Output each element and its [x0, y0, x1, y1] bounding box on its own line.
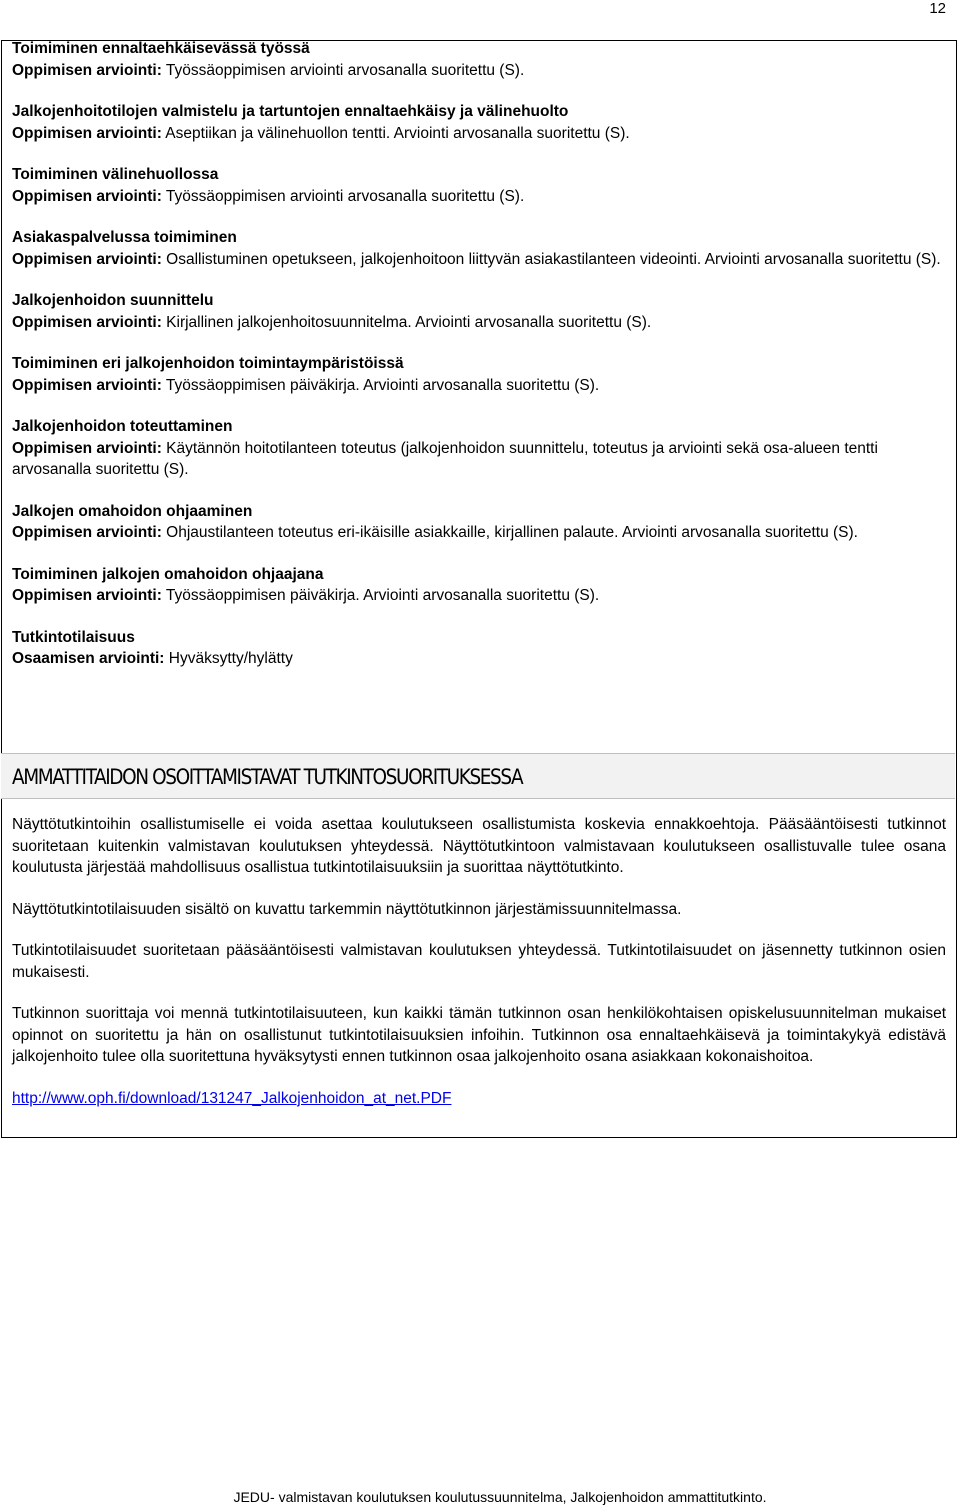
block-assessment — [12, 123, 946, 145]
block-title: Jalkojen omahoidon ohjaaminen — [12, 502, 253, 520]
block-assessment — [12, 585, 946, 607]
block-assessment — [12, 186, 946, 208]
block-assessment — [12, 60, 946, 82]
block-assessment — [12, 312, 946, 334]
assessment-text: Työssäoppimisen arviointi arvosanalla suoritettu (S). — [161, 187, 525, 205]
section-header — [1, 753, 955, 799]
assessment-text: Käytännön hoitotilanteen toteutus (jalkojenhoidon suunnittelu, toteutus ja arviointi sekä osa-alueen tentti arvosanalla suoritettu (S). — [12, 439, 878, 478]
assessment-label: Oppimisen arviointi: — [12, 313, 162, 331]
assessment-block — [12, 164, 946, 207]
assessment-label: Oppimisen arviointi: — [12, 376, 162, 394]
section-body — [12, 814, 946, 1129]
section-paragraph: Tutkinnon suorittaja voi mennä tutkintotilaisuuteen, kun kaikki tämän tutkinnon osan henkilökohtaisen opiskelusuunnitelman mukaiset opinnot on suoritettu ja hän on osallistunut tutkintotilaisuuksien infoihin. Tutkinnon osa ennaltaehkäisevä ja toimintakykyä edistävä jalkojenhoito tulee olla suoritettuna hyväksytysti ennen tutkinnon osaa jalkojenhoito osana asiakkaan kokonaishoitoa. — [12, 1005, 946, 1065]
assessment-block — [12, 227, 946, 270]
block-title: Tutkintotilaisuus — [12, 628, 135, 646]
assessment-block — [12, 564, 946, 607]
block-assessment — [12, 249, 946, 271]
section-paragraph: Näyttötutkintotilaisuuden sisältö on kuvattu tarkemmin näyttötutkinnon järjestämissuunnitelmassa. — [12, 900, 682, 918]
block-title: Toimiminen välinehuollossa — [12, 166, 219, 183]
assessment-text: Aseptiikan ja välinehuollon tentti. Arviointi arvosanalla suoritettu (S). — [161, 124, 630, 142]
section-link-paragraph — [12, 1088, 946, 1110]
assessment-list — [12, 38, 946, 690]
assessment-label: Oppimisen arviointi: — [12, 587, 162, 604]
section-paragraph: Tutkintotilaisuudet suoritetaan pääsääntöisesti valmistavan koulutuksen yhteydessä. Tutkintotilaisuudet on jäsennetty tutkinnon osien mukaisesti. — [12, 942, 946, 981]
block-title: Asiakaspalvelussa toimiminen — [12, 229, 237, 246]
block-title: Jalkojenhoidon suunnittelu — [12, 292, 214, 309]
block-assessment — [12, 648, 946, 670]
assessment-text: Työssäoppimisen arviointi arvosanalla suoritettu (S). — [161, 61, 525, 79]
assessment-text: Työssäoppimisen päiväkirja. Arviointi arvosanalla suoritettu (S). — [161, 376, 600, 394]
assessment-block — [12, 353, 946, 396]
assessment-text: Hyväksytty/hylätty — [164, 650, 293, 667]
block-assessment — [12, 375, 946, 397]
assessment-label: Oppimisen arviointi: — [12, 250, 162, 268]
assessment-text: Työssäoppimisen päiväkirja. Arviointi arvosanalla suoritettu (S). — [161, 587, 600, 604]
assessment-block — [12, 101, 946, 144]
assessment-label: Oppimisen arviointi: — [12, 61, 162, 79]
section-paragraph: Näyttötutkintoihin osallistumiselle ei voida asettaa koulutukseen osallistumista koskevia ennakkoehtoja. Pääsääntöisesti tutkinnot suoritetaan kuitenkin valmistavan koulutuksen yhteydessä. Näyttötutkintoon valmistavaan koulutukseen osallistuvalle tulee osana koulutusta järjestää mahdollisuus osallistua tutkintotilaisuuksiin ja suorittaa näyttötutkinto. — [12, 816, 946, 876]
block-title: Toimiminen ennaltaehkäisevässä työssä — [12, 40, 310, 57]
assessment-label: Oppimisen arviointi: — [12, 439, 162, 457]
block-title: Toimiminen eri jalkojenhoidon toimintaympäristöissä — [12, 355, 404, 372]
assessment-text: Ohjaustilanteen toteutus eri-ikäisille asiakkaille, kirjallinen palaute. Arviointi arvosanalla suoritettu (S). — [161, 524, 858, 541]
section-title: AMMATTITAIDON OSOITTAMISTAVAT TUTKINTOSUORITUKSESSA — [12, 765, 523, 789]
assessment-label: Oppimisen arviointi: — [12, 524, 162, 541]
assessment-label: Oppimisen arviointi: — [12, 187, 162, 205]
assessment-label: Oppimisen arviointi: — [12, 124, 162, 142]
assessment-block — [12, 627, 946, 670]
block-title: Toimiminen jalkojen omahoidon ohjaajana — [12, 565, 324, 583]
curriculum-pdf-link[interactable]: http://www.oph.fi/download/131247_Jalkojenhoidon_at_net.PDF — [12, 1089, 452, 1107]
assessment-block — [12, 38, 946, 81]
page-footer: JEDU- valmistavan koulutuksen koulutussuunnitelma, Jalkojenhoidon ammattitutkinto. — [233, 1489, 767, 1505]
assessment-block — [12, 416, 946, 481]
assessment-block — [12, 290, 946, 333]
block-title: Jalkojenhoitotilojen valmistelu ja tartuntojen ennaltaehkäisy ja välinehuolto — [12, 103, 569, 120]
page-number: 12 — [929, 0, 946, 17]
assessment-block — [12, 501, 946, 544]
block-title: Jalkojenhoidon toteuttaminen — [12, 418, 233, 435]
assessment-text: Kirjallinen jalkojenhoitosuunnitelma. Arviointi arvosanalla suoritettu (S). — [161, 313, 652, 331]
block-assessment — [12, 438, 946, 481]
block-assessment — [12, 522, 946, 544]
assessment-label: Osaamisen arviointi: — [12, 650, 165, 667]
assessment-text: Osallistuminen opetukseen, jalkojenhoitoon liittyvän asiakastilanteen videointi. Arviointi arvosanalla suoritettu (S). — [161, 250, 941, 268]
